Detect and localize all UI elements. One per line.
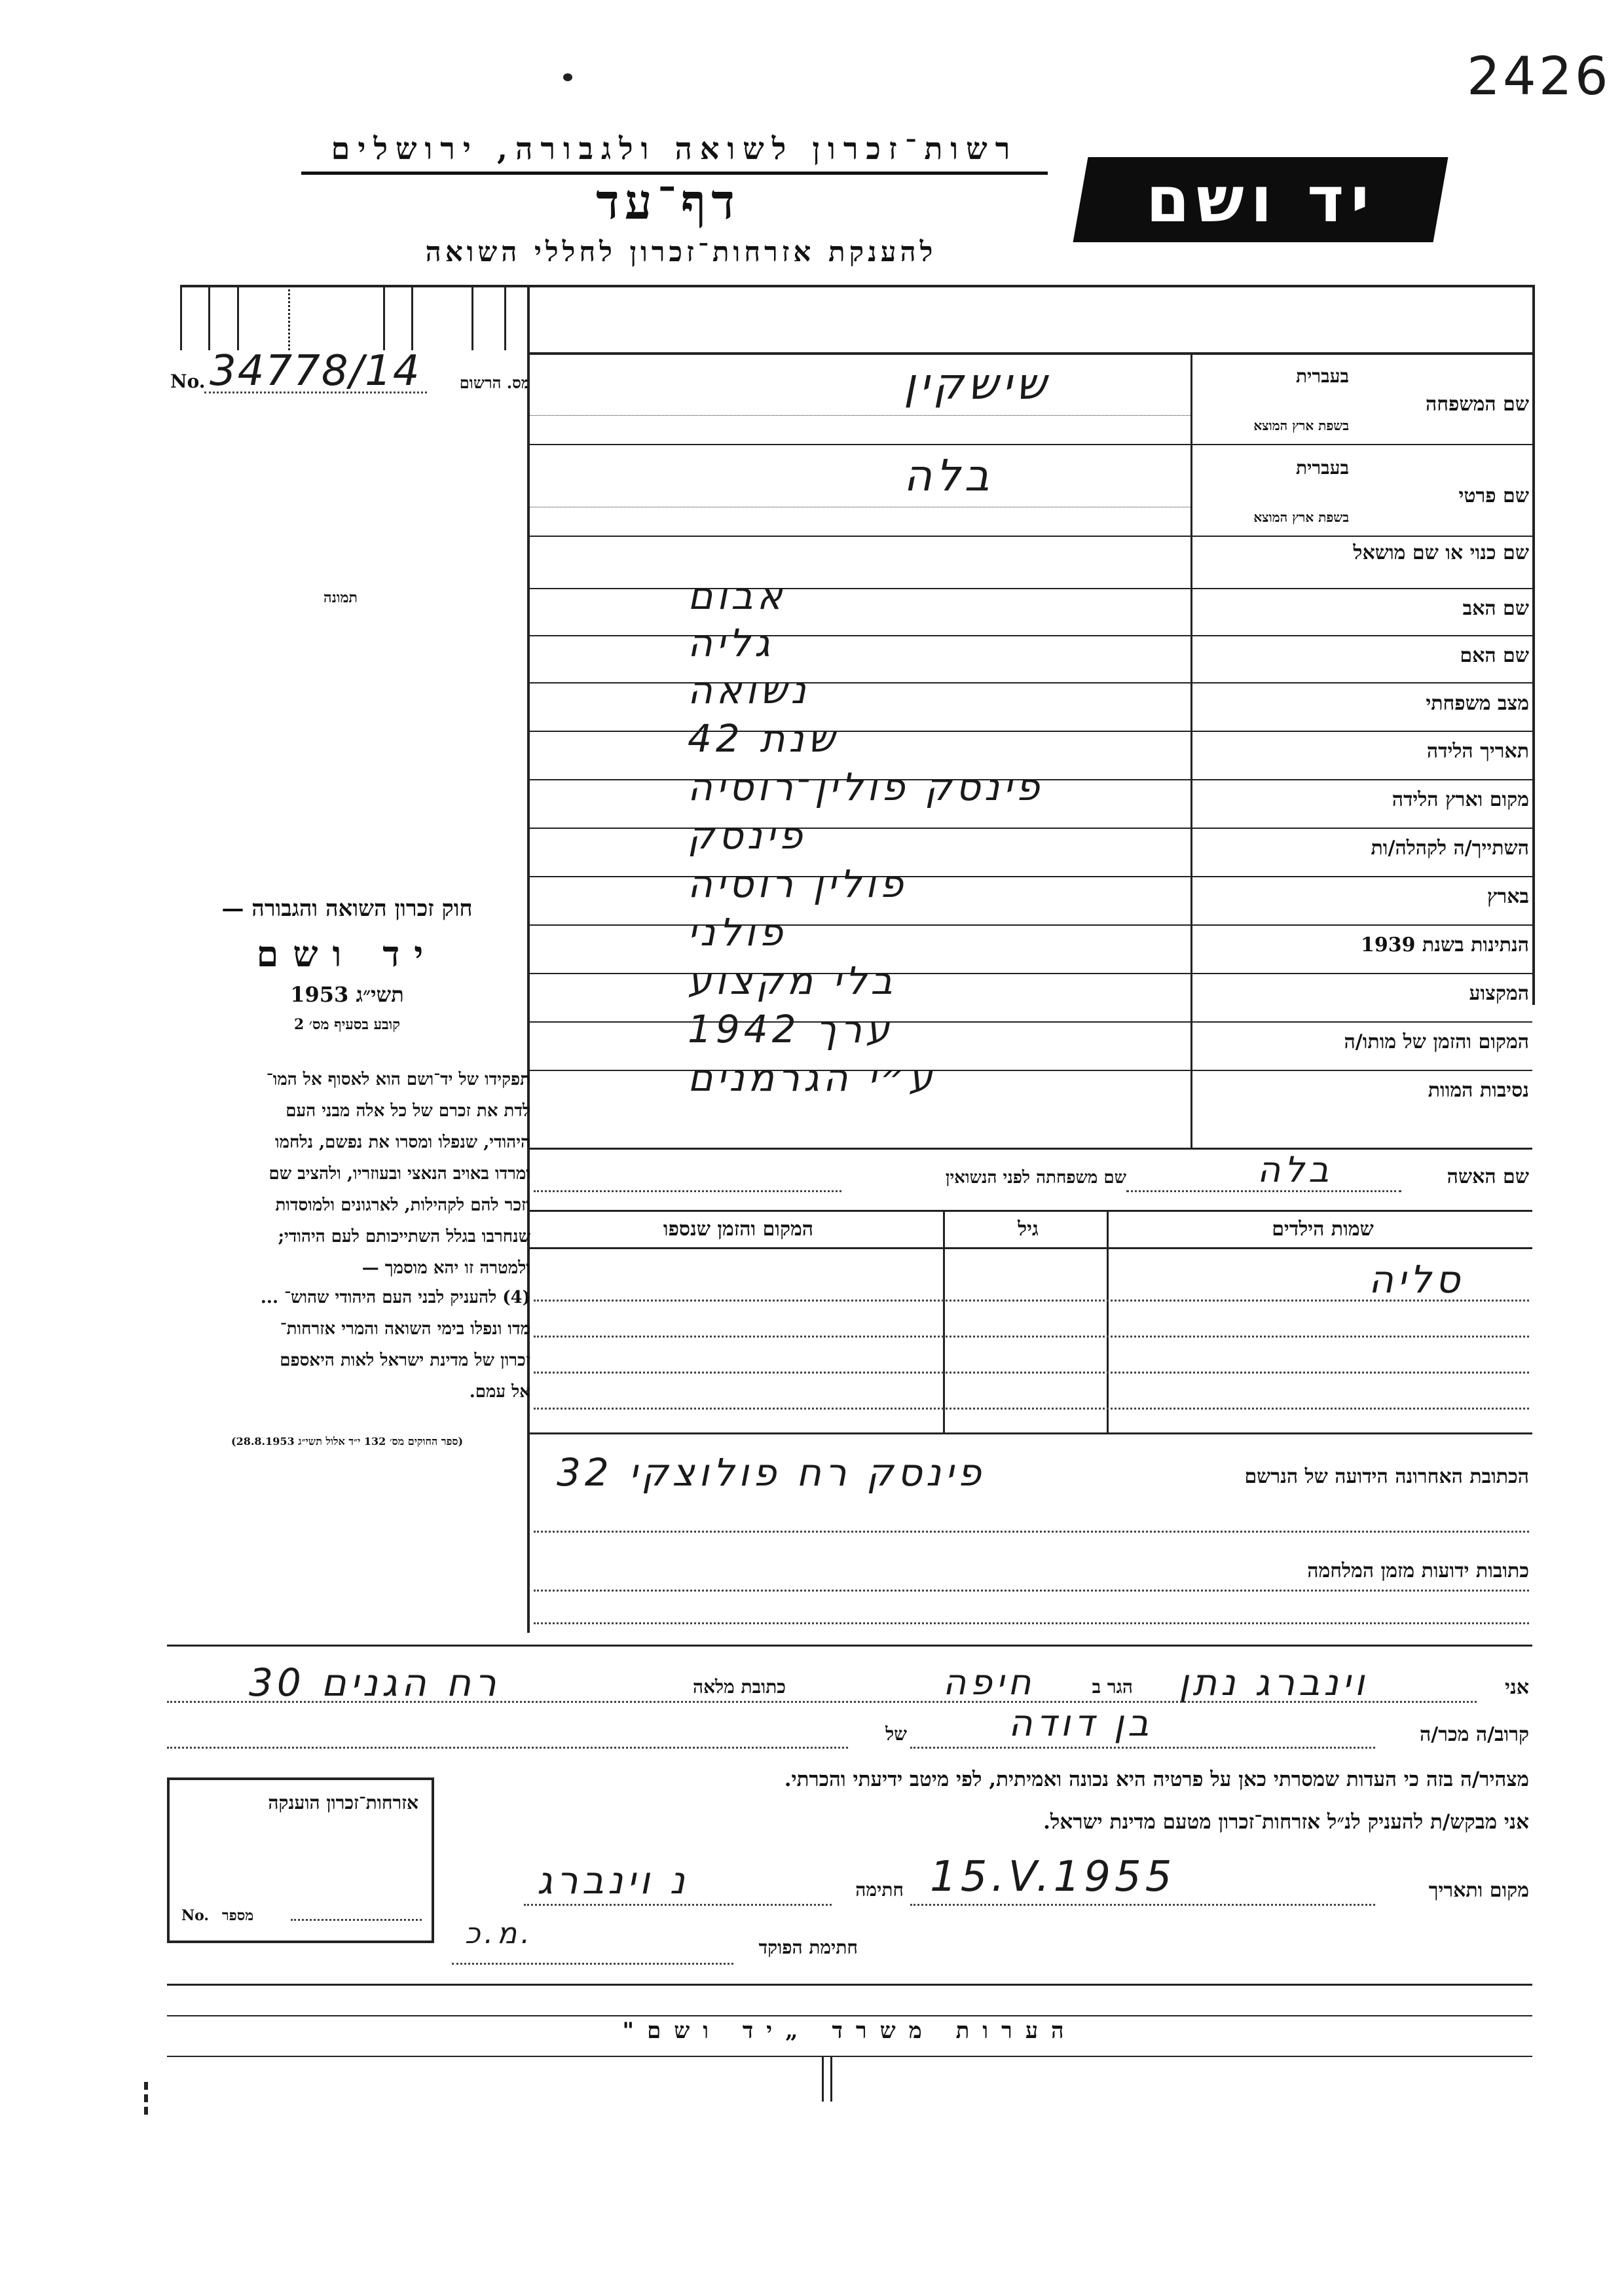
law-name: יד ושם bbox=[256, 933, 438, 975]
archive-number: 2426 bbox=[1467, 46, 1611, 107]
field-label-5: מצב משפחתי bbox=[1426, 692, 1529, 715]
citizenship-number-label: מספר bbox=[222, 1907, 254, 1924]
field-label-6: תאריך הלידה bbox=[1426, 740, 1529, 763]
of-label: של bbox=[885, 1723, 907, 1745]
citizenship-granted-box bbox=[167, 1777, 434, 1943]
margin-mark bbox=[563, 73, 572, 81]
field-sub-origin-0: בשפת ארץ המוצא bbox=[1253, 418, 1349, 433]
registration-number: 34778/14 bbox=[210, 347, 421, 395]
field-value-1: בלה bbox=[904, 450, 993, 501]
field-label-2: שם כנוי או שם מושאל bbox=[1353, 541, 1529, 564]
field-label-3: שם האב bbox=[1462, 597, 1529, 620]
signature-value: נ וינברג bbox=[537, 1858, 689, 1903]
law-p1-line-1: לדת את זכרם של כל אלה מבני העם bbox=[286, 1101, 530, 1121]
last-address-value: פינסק רח פולוצקי 32 bbox=[557, 1450, 986, 1495]
law-p2-line-2: זכרון של מדינת ישראל לאות היאספם bbox=[280, 1351, 530, 1370]
wife-label: שם האשה bbox=[1447, 1165, 1529, 1188]
declarant-full-address: רח הגנים 30 bbox=[249, 1660, 500, 1705]
law-p1-line-2: היהודי, שנפלו ומסרו את נפשם, נלחמו bbox=[274, 1133, 530, 1152]
declarant-relation: בן דודה bbox=[1008, 1702, 1153, 1745]
field-label-9: בארץ bbox=[1486, 885, 1529, 908]
field-label-8: השתייך/ה לקהלה/ות bbox=[1371, 837, 1529, 860]
field-label-10: הנתינות בשנת 1939 bbox=[1360, 934, 1529, 957]
field-value-7: פינסק פולין־רוסיה bbox=[688, 765, 1044, 809]
field-value-9: פולין רוסיה bbox=[688, 862, 908, 906]
office-notes-title: הערות משרד „יד ושם" bbox=[622, 2018, 1077, 2044]
registration-label: מס. הרשום bbox=[459, 373, 530, 392]
wife-value: בלה bbox=[1257, 1149, 1333, 1190]
field-value-5: נשואה bbox=[688, 668, 810, 712]
citizenship-box-title: אזרחות־זכרון הוענקה bbox=[268, 1792, 418, 1813]
relation-label: קרוב/ה מכר/ה bbox=[1420, 1723, 1529, 1746]
declaration-text: מצהיר/ה בזה כי העדות שמסרתי כאן על פרטיה היא נכונה ואמיתית, לפי מיטב ידיעתי והכרתי. bbox=[784, 1768, 1529, 1791]
field-value-11: בלי מקצוע bbox=[688, 958, 896, 1003]
last-address-label: הכתובת האחרונה הידועה של הנרשם bbox=[1244, 1465, 1529, 1488]
law-paragraph-2 bbox=[164, 1282, 530, 1408]
law-year: תשי״ג 1953 bbox=[290, 982, 404, 1007]
field-value-0: שישקין bbox=[904, 359, 1050, 409]
declarant-city: חיפה bbox=[943, 1662, 1035, 1703]
field-value-8: פינסק bbox=[688, 813, 807, 858]
officer-signature-value: מ.כ. bbox=[465, 1917, 534, 1950]
law-source: (ספר החוקים מס׳ 132 י״ד אלול תשי״ג 28.8.1953) bbox=[231, 1435, 464, 1448]
citizenship-no-label: No. bbox=[181, 1907, 210, 1924]
law-p1-line-4: וזכר להם לקהילות, לארגונים ולמוסדות bbox=[275, 1195, 530, 1215]
field-sub-hebrew-0: בעברית bbox=[1295, 365, 1349, 387]
field-label-1: שם פרטי bbox=[1458, 484, 1529, 507]
declarant-i-label: אני bbox=[1505, 1676, 1529, 1699]
field-sub-hebrew-1: בעברית bbox=[1295, 457, 1349, 479]
children-age-header: גיל bbox=[1018, 1218, 1039, 1241]
law-title: חוק זכרון השואה והגבורה — bbox=[221, 896, 473, 922]
place-date-label: מקום ותאריך bbox=[1428, 1879, 1529, 1902]
law-p2-line-0: (4) להעניק לבני העם היהודי שהוש־ ... bbox=[260, 1288, 530, 1307]
declarant-resides-label: הגר ב bbox=[1092, 1676, 1133, 1698]
declarant-name: וינברג נתן bbox=[1179, 1662, 1369, 1704]
wife-maiden-label: שם משפחתה לפני הנשואין bbox=[945, 1168, 1126, 1188]
law-p2-line-3: אל עמם. bbox=[469, 1382, 530, 1402]
field-value-3: אבום bbox=[688, 574, 786, 618]
field-value-10: פולני bbox=[688, 910, 787, 955]
registration-no-label: No. bbox=[170, 371, 206, 392]
field-value-4: גליה bbox=[688, 621, 774, 665]
form-title: דף־עד bbox=[596, 174, 740, 230]
law-paragraph-1 bbox=[164, 1064, 530, 1284]
field-label-7: מקום וארץ הלידה bbox=[1392, 788, 1529, 811]
law-p1-line-3: ומרדו באויב הנאצי ובעוזריו, ולהציב שם bbox=[268, 1164, 530, 1184]
child-name-1: סליה bbox=[1369, 1257, 1464, 1302]
field-value-6: שנת 42 bbox=[688, 716, 839, 761]
yad-vashem-logo bbox=[1073, 157, 1449, 242]
law-clause: קובע בסעיף מס׳ 2 bbox=[293, 1016, 401, 1033]
field-label-4: שם האם bbox=[1460, 644, 1529, 667]
field-label-0: שם המשפחה bbox=[1425, 393, 1529, 416]
field-label-12: המקום והזמן של מותו/ה bbox=[1344, 1030, 1529, 1053]
photo-label: תמונה bbox=[323, 589, 358, 606]
authority-title: רשות־זכרון לשואה ולגבורה, ירושלים bbox=[331, 131, 1018, 166]
law-p1-line-6: ולמטרה זו יהא מוסמך — bbox=[361, 1258, 530, 1278]
law-p2-line-1: מדו ונפלו בימי השואה והמרי אזרחות־ bbox=[280, 1319, 530, 1339]
field-label-11: המקצוע bbox=[1469, 982, 1529, 1005]
logo-text: יד ושם bbox=[1145, 163, 1376, 236]
officer-signature-label: חתימת הפוקד bbox=[758, 1937, 858, 1958]
law-p1-line-5: שנחרבו בגלל השתייכותם לעם היהודי; bbox=[278, 1227, 530, 1247]
field-value-12: ערך 1942 bbox=[688, 1007, 894, 1051]
children-names-header: שמות הילדים bbox=[1272, 1218, 1374, 1241]
wartime-address-label: כתובות ידועות מזמן המלחמה bbox=[1307, 1559, 1529, 1582]
request-text: אני מבקש/ת להעניק לנ״ל אזרחות־זכרון מטעם מדינת ישראל. bbox=[1043, 1810, 1529, 1834]
law-p1-line-0: תפקידו של יד־ושם הוא לאסוף אל המו־ bbox=[266, 1070, 530, 1089]
form-subtitle: להענקת אזרחות־זכרון לחללי השואה bbox=[425, 236, 937, 268]
field-value-13: ע״י הגרמנים bbox=[688, 1055, 936, 1100]
signature-label: חתימה bbox=[855, 1879, 904, 1901]
field-sub-origin-1: בשפת ארץ המוצא bbox=[1253, 509, 1349, 525]
children-place-header: המקום והזמן שנספו bbox=[663, 1218, 814, 1241]
field-label-13: נסיבות המוות bbox=[1428, 1079, 1529, 1102]
place-date-value: 15.V.1955 bbox=[930, 1853, 1176, 1901]
full-address-label: כתובת מלאה bbox=[692, 1676, 786, 1698]
